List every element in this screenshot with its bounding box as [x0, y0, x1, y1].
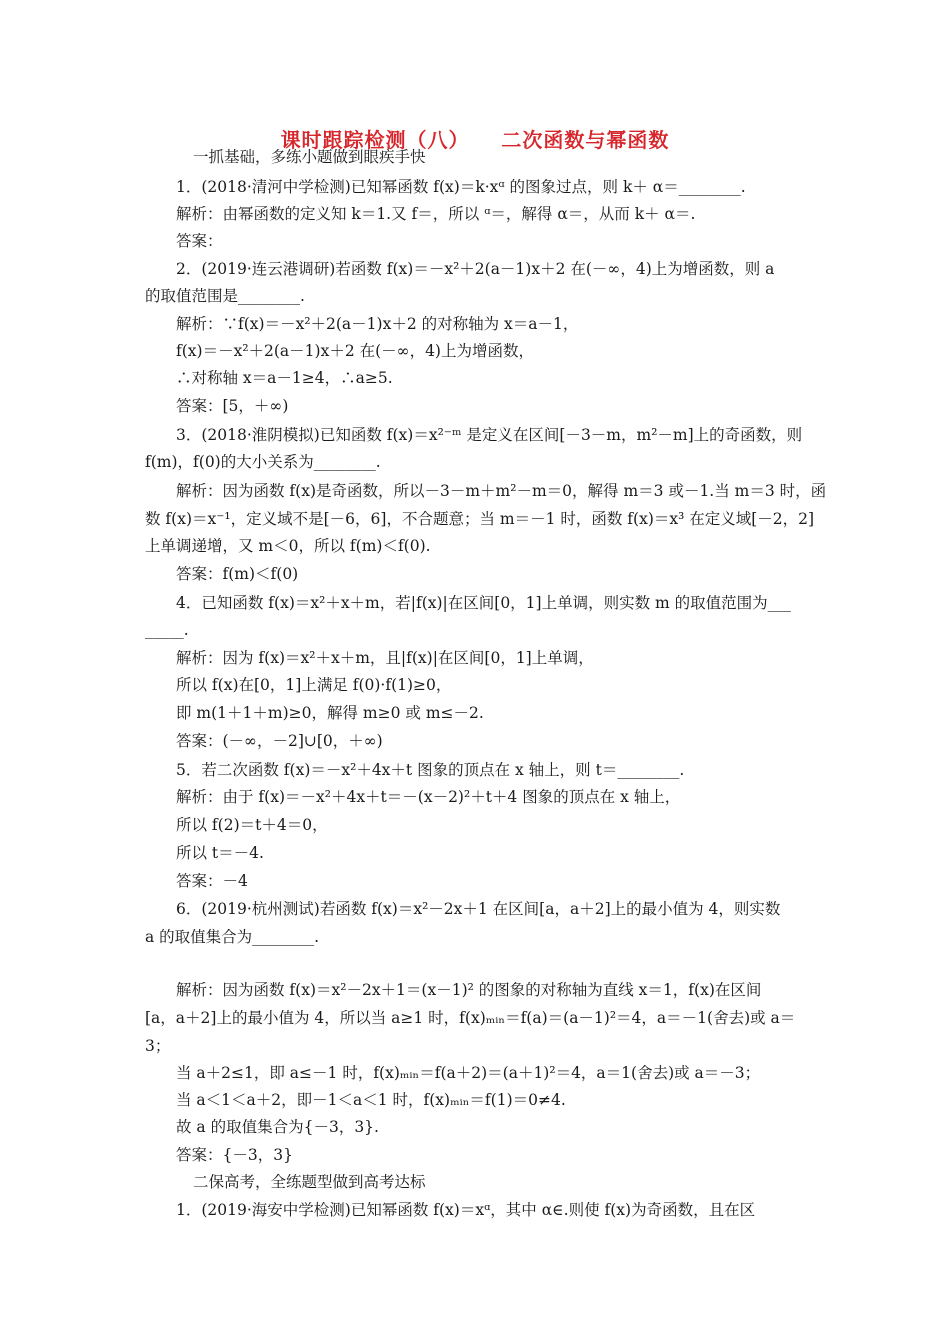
question-3-solution: 解析：因为函数 f(x)是奇函数，所以－3－m＋m²－m＝0，解得 m＝3 或－1.当 m＝3 时，函: [176, 482, 827, 500]
question-1-solution: 解析：由幂函数的定义知 k＝1.又 f＝，所以 ᵅ＝，解得 α＝，从而 k＋ α＝.: [176, 205, 696, 223]
question-5-solution: 所以 t＝－4.: [176, 844, 264, 862]
question-5-answer: 答案：－4: [176, 872, 248, 890]
section-heading: 二保高考，全练题型做到高考达标: [193, 1173, 426, 1191]
question-2-stem: 2．(2019·连云港调研)若函数 f(x)＝－x²＋2(a－1)x＋2 在(－∞，4)上为增函数，则 a: [176, 260, 775, 278]
question-3-stem-cont: f(m)，f(0)的大小关系为________.: [145, 453, 381, 471]
question-2-solution: f(x)＝－x²＋2(a－1)x＋2 在(－∞，4)上为增函数，: [176, 342, 534, 360]
question-6-solution: [a，a＋2]上的最小值为 4，所以当 a≥1 时，f(x)ₘᵢₙ＝f(a)＝(a－1)²＝4，a＝－1(舍去)或 a＝: [145, 1009, 796, 1027]
question-4-solution: 解析：因为 f(x)＝x²＋x＋m，且|f(x)|在区间[0，1]上单调，: [176, 649, 594, 667]
question-5-solution: 所以 f(2)＝t＋4＝0，: [176, 816, 328, 834]
question-3-stem: 3．(2018·淮阴模拟)已知函数 f(x)＝x²⁻ᵐ 是定义在区间[－3－m，m²－m]上的奇函数，则: [176, 426, 803, 444]
question-4-stem-cont: _____.: [145, 621, 189, 639]
section-heading: 一抓基础，多练小题做到眼疾手快: [193, 148, 426, 166]
question-5-stem: 5．若二次函数 f(x)＝－x²＋4x＋t 图象的顶点在 x 轴上，则 t＝________.: [176, 761, 685, 779]
question-3-solution: 上单调递增，又 m＜0，所以 f(m)＜f(0).: [145, 537, 431, 555]
question-2-answer: 答案：[5，＋∞): [176, 397, 289, 415]
question-2-stem-cont: 的取值范围是________.: [145, 287, 305, 305]
question-6-solution: 3；: [145, 1037, 171, 1055]
page-title: 课时跟踪检测（八） 二次函数与幂函数: [280, 128, 670, 152]
question-4-answer: 答案：(－∞，－2]∪[0，＋∞): [176, 732, 383, 750]
question-1-answer: 答案：: [176, 232, 223, 250]
question-2-solution: ∴对称轴 x＝a－1≥4，∴a≥5.: [176, 369, 393, 387]
question-3-solution: 数 f(x)＝x⁻¹，定义域不是[－6，6]，不合题意；当 m＝－1 时，函数 f(x)＝x³ 在定义域[－2，2]: [145, 510, 815, 528]
question-5-solution: 解析：由于 f(x)＝－x²＋4x＋t＝－(x－2)²＋t＋4 图象的顶点在 x 轴上，: [176, 788, 681, 806]
question-6-solution: 故 a 的取值集合为{－3，3}.: [176, 1118, 379, 1136]
question-4-solution: 即 m(1＋1＋m)≥0，解得 m≥0 或 m≤－2.: [176, 704, 484, 722]
question-6-stem-cont: a 的取值集合为________.: [145, 928, 320, 946]
question-1-stem: 1．(2019·海安中学检测)已知幂函数 f(x)＝xᵅ，其中 α∈.则使 f(x)为奇函数，且在区: [176, 1201, 756, 1219]
question-6-answer: 答案：{－3，3}: [176, 1146, 293, 1164]
question-6-solution: 当 a＋2≤1，即 a≤－1 时，f(x)ₘᵢₙ＝f(a＋2)＝(a＋1)²＝4，a＝1(舍去)或 a＝－3；: [176, 1064, 761, 1082]
question-4-stem: 4．已知函数 f(x)＝x²＋x＋m，若|f(x)|在区间[0，1]上单调，则实数 m 的取值范围为___: [176, 594, 791, 612]
question-6-stem: 6．(2019·杭州测试)若函数 f(x)＝x²－2x＋1 在区间[a，a＋2]上的最小值为 4，则实数: [176, 900, 781, 918]
question-3-answer: 答案：f(m)＜f(0): [176, 565, 299, 583]
question-2-solution: 解析：∵f(x)＝－x²＋2(a－1)x＋2 的对称轴为 x＝a－1，: [176, 315, 579, 333]
question-6-solution: 当 a＜1＜a＋2，即－1＜a＜1 时，f(x)ₘᵢₙ＝f(1)＝0≠4.: [176, 1091, 566, 1109]
question-1-stem: 1．(2018·清河中学检测)已知幂函数 f(x)＝k·xᵅ 的图象过点，则 k＋ α＝________.: [176, 178, 746, 196]
question-6-solution: 解析：因为函数 f(x)＝x²－2x＋1＝(x－1)² 的图象的对称轴为直线 x＝1，f(x)在区间: [176, 981, 762, 999]
question-4-solution: 所以 f(x)在[0，1]上满足 f(0)·f(1)≥0，: [176, 676, 452, 694]
